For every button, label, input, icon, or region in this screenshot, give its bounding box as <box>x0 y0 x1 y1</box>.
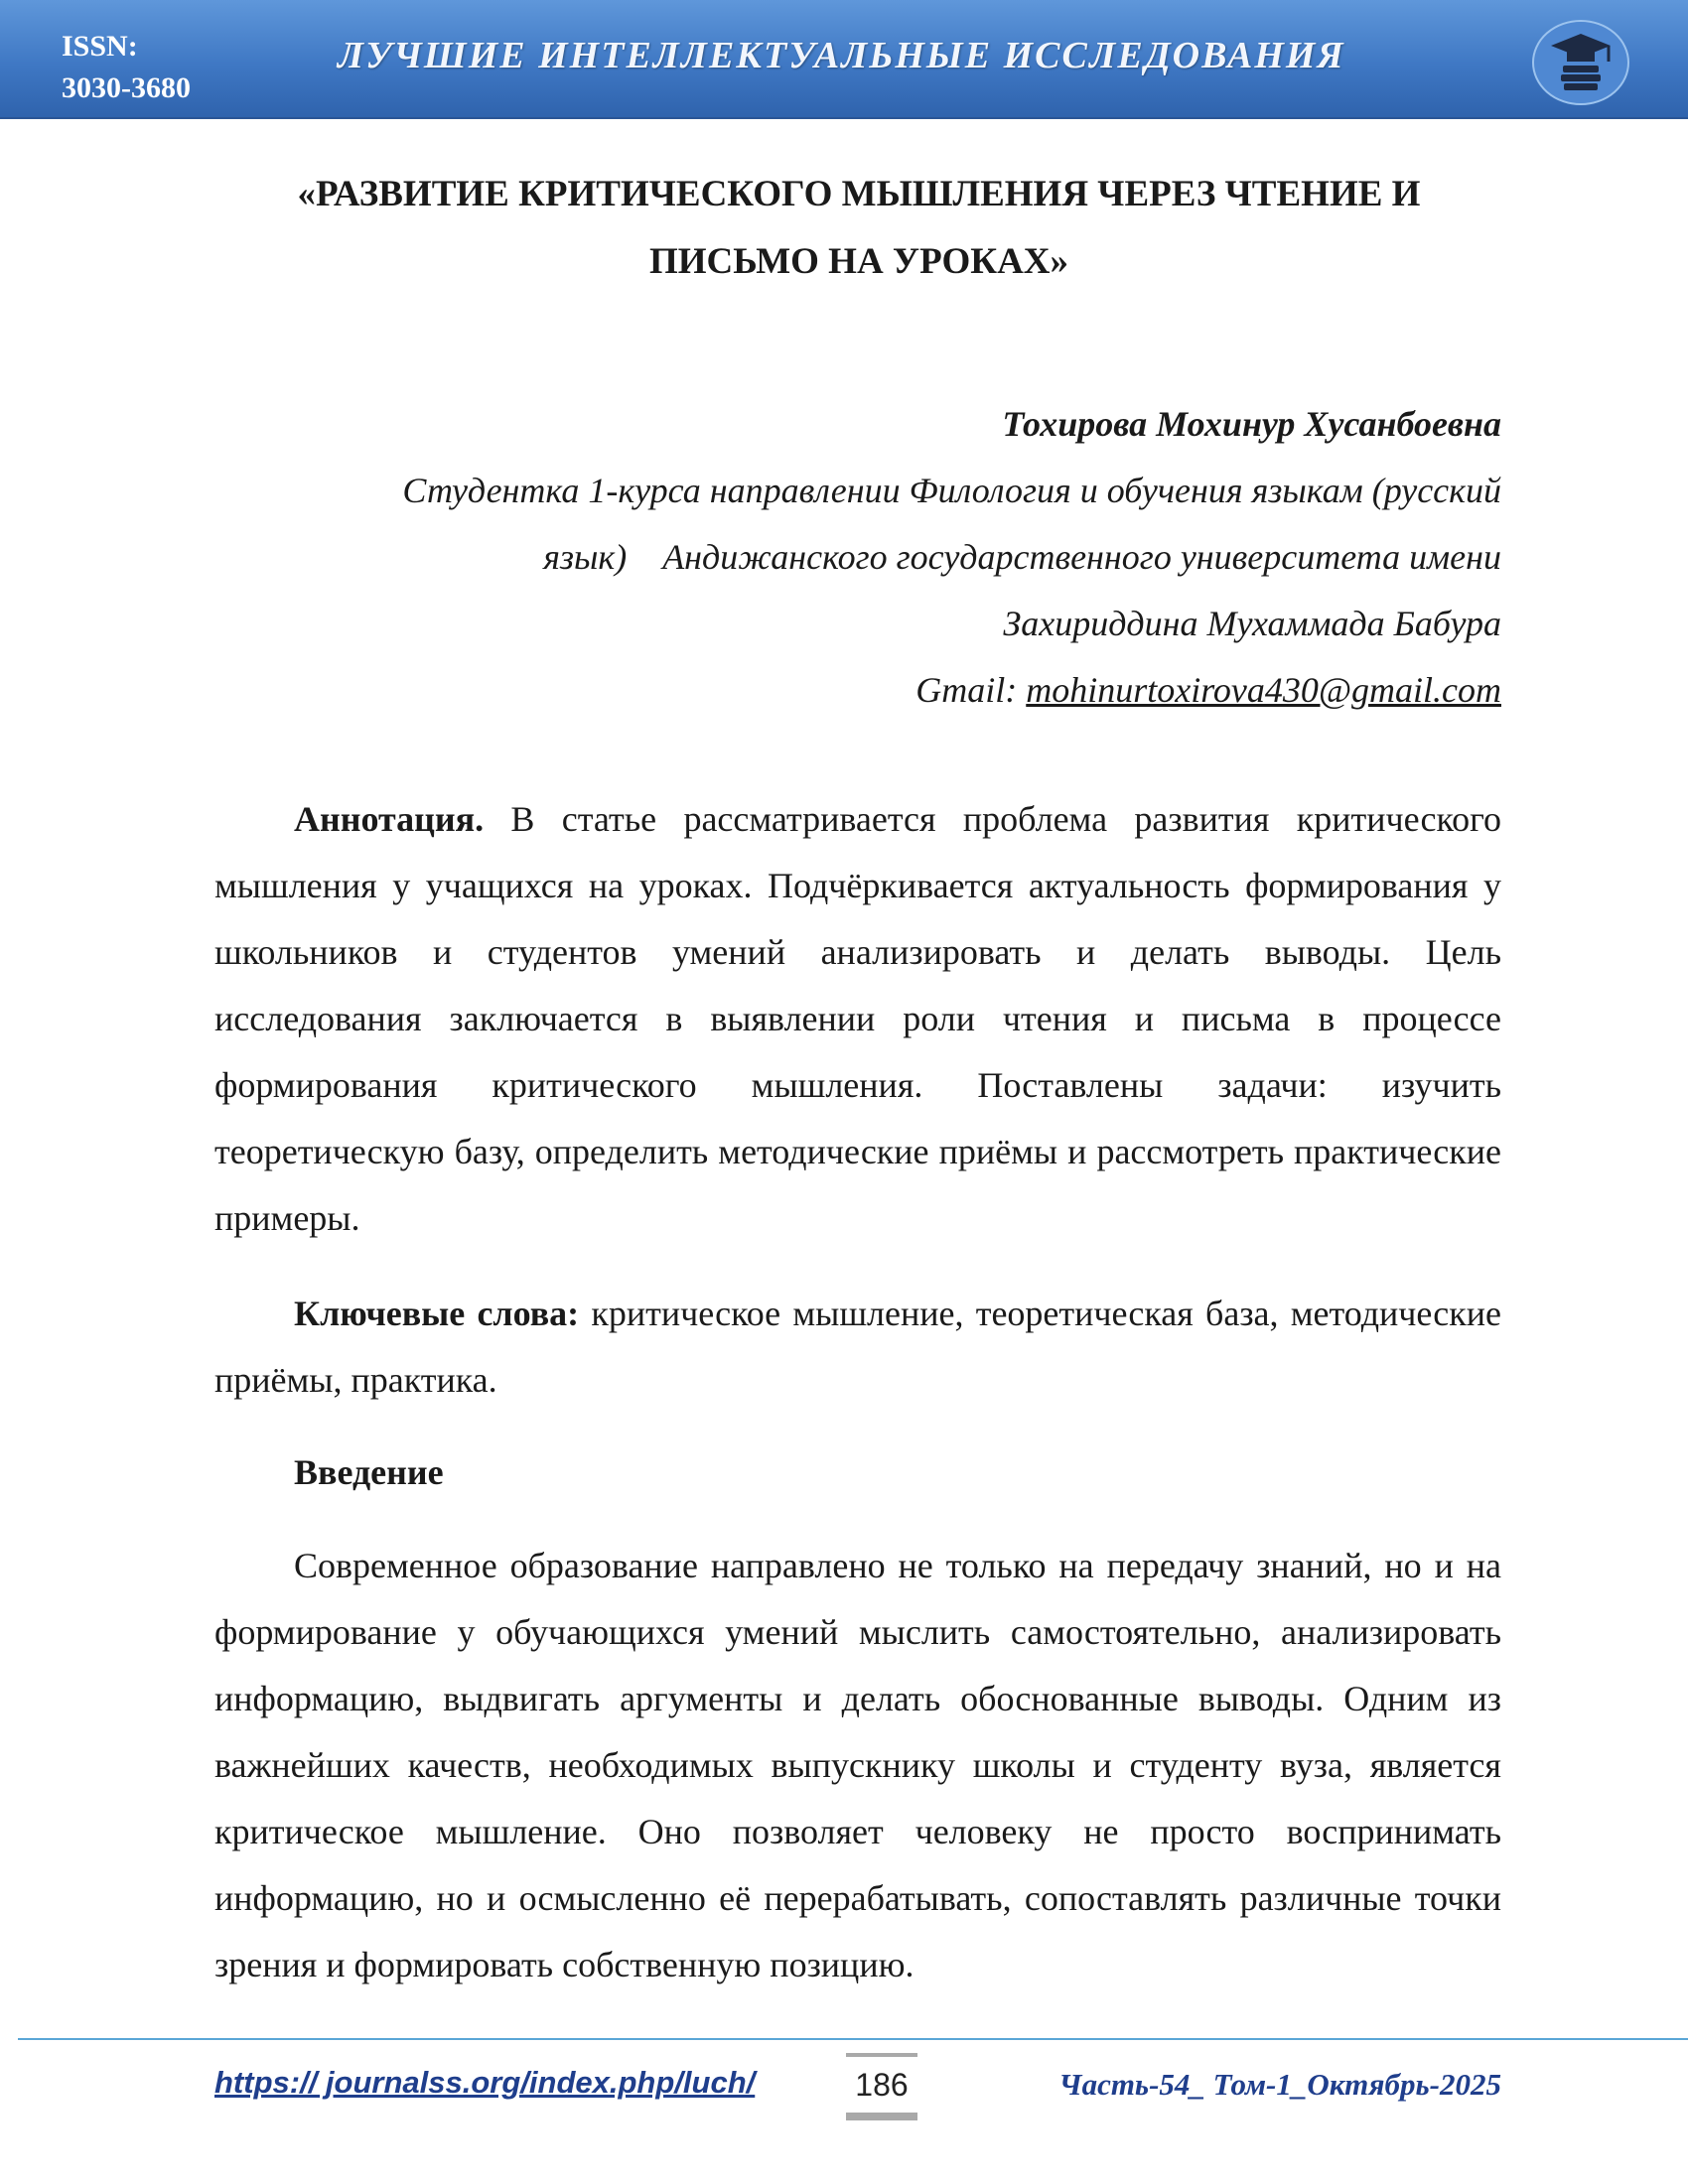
article-title-line-1: «РАЗВИТИЕ КРИТИЧЕСКОГО МЫШЛЕНИЯ ЧЕРЕЗ ЧТЕНИЕ И <box>297 174 1421 214</box>
abstract-paragraph <box>214 786 1501 1252</box>
abstract-section <box>214 786 1501 1252</box>
journal-title: ЛУЧШИЕ ИНТЕЛЛЕКТУАЛЬНЫЕ ИССЛЕДОВАНИЯ <box>338 35 1345 76</box>
issn-number: 3030-3680 <box>62 71 191 104</box>
issn-label: ISSN: <box>62 30 138 63</box>
footer-divider <box>18 2038 1688 2040</box>
issn-block <box>62 26 260 109</box>
footer-issue-info: Часть-54_ Том-1_Октябрь-2025 <box>1058 2067 1501 2102</box>
author-email-label: Gmail: <box>915 670 1027 710</box>
author-affiliation-line-1: Студентка 1-курса направлении Филология и обучения языкам (русский <box>402 471 1501 510</box>
author-affiliation-line-3: Захириддина Мухаммада Бабура <box>1003 604 1501 643</box>
keywords-section <box>214 1281 1501 1414</box>
footer-journal-link[interactable]: https:// journalss.org/index.php/luch/ <box>214 2065 756 2100</box>
abstract-text: В статье рассматривается проблема развития критического мышления у учащихся на уроках. Подчёркивается актуальность формирования у школьников и студентов умений анализировать и делать выводы. Цель исследования заключается в выявлении роли чтения и письма в процессе формирования критического мышления. Поставлены задачи: изучить теоретическую базу, определить методические приёмы и рассмотреть практические примеры. <box>214 799 1501 1238</box>
abstract-label: Аннотация. <box>294 799 485 839</box>
author-block <box>298 391 1501 724</box>
introduction-heading: Введение <box>294 1452 444 1492</box>
keywords-text: критическое мышление, теоретическая база, методические приёмы, практика. <box>214 1294 1501 1400</box>
author-email-link[interactable]: mohinurtoxirova430@gmail.com <box>1026 670 1501 710</box>
article-title <box>218 161 1499 296</box>
journal-header <box>0 0 1688 119</box>
page-number: 186 <box>846 2053 917 2120</box>
author-name: Тохирова Мохинур Хусанбоевна <box>1002 404 1501 444</box>
keywords-label: Ключевые слова: <box>294 1294 580 1333</box>
author-email-line <box>298 657 1501 724</box>
introduction-paragraph: Современное образование направлено не только на передачу знаний, но и на формирование у обучающихся умений мыслить самостоятельно, анализировать информацию, выдвигать аргументы и делать обоснованные выводы. Одним из важнейших качеств, необходимых выпускнику школы и студенту вуза, является критическое мышление. Оно позволяет человеку не просто воспринимать информацию, но и осмысленно её перерабатывать, сопоставлять различные точки зрения и формировать собственную позицию. <box>214 1546 1501 1984</box>
article-title-line-2: ПИСЬМО НА УРОКАХ» <box>648 241 1069 282</box>
introduction-section <box>214 1533 1501 1998</box>
author-affiliation-line-2: язык) Андижанского государственного университета имени <box>543 537 1501 577</box>
keywords-paragraph <box>214 1281 1501 1414</box>
graduation-cap-books-icon <box>1529 18 1632 107</box>
